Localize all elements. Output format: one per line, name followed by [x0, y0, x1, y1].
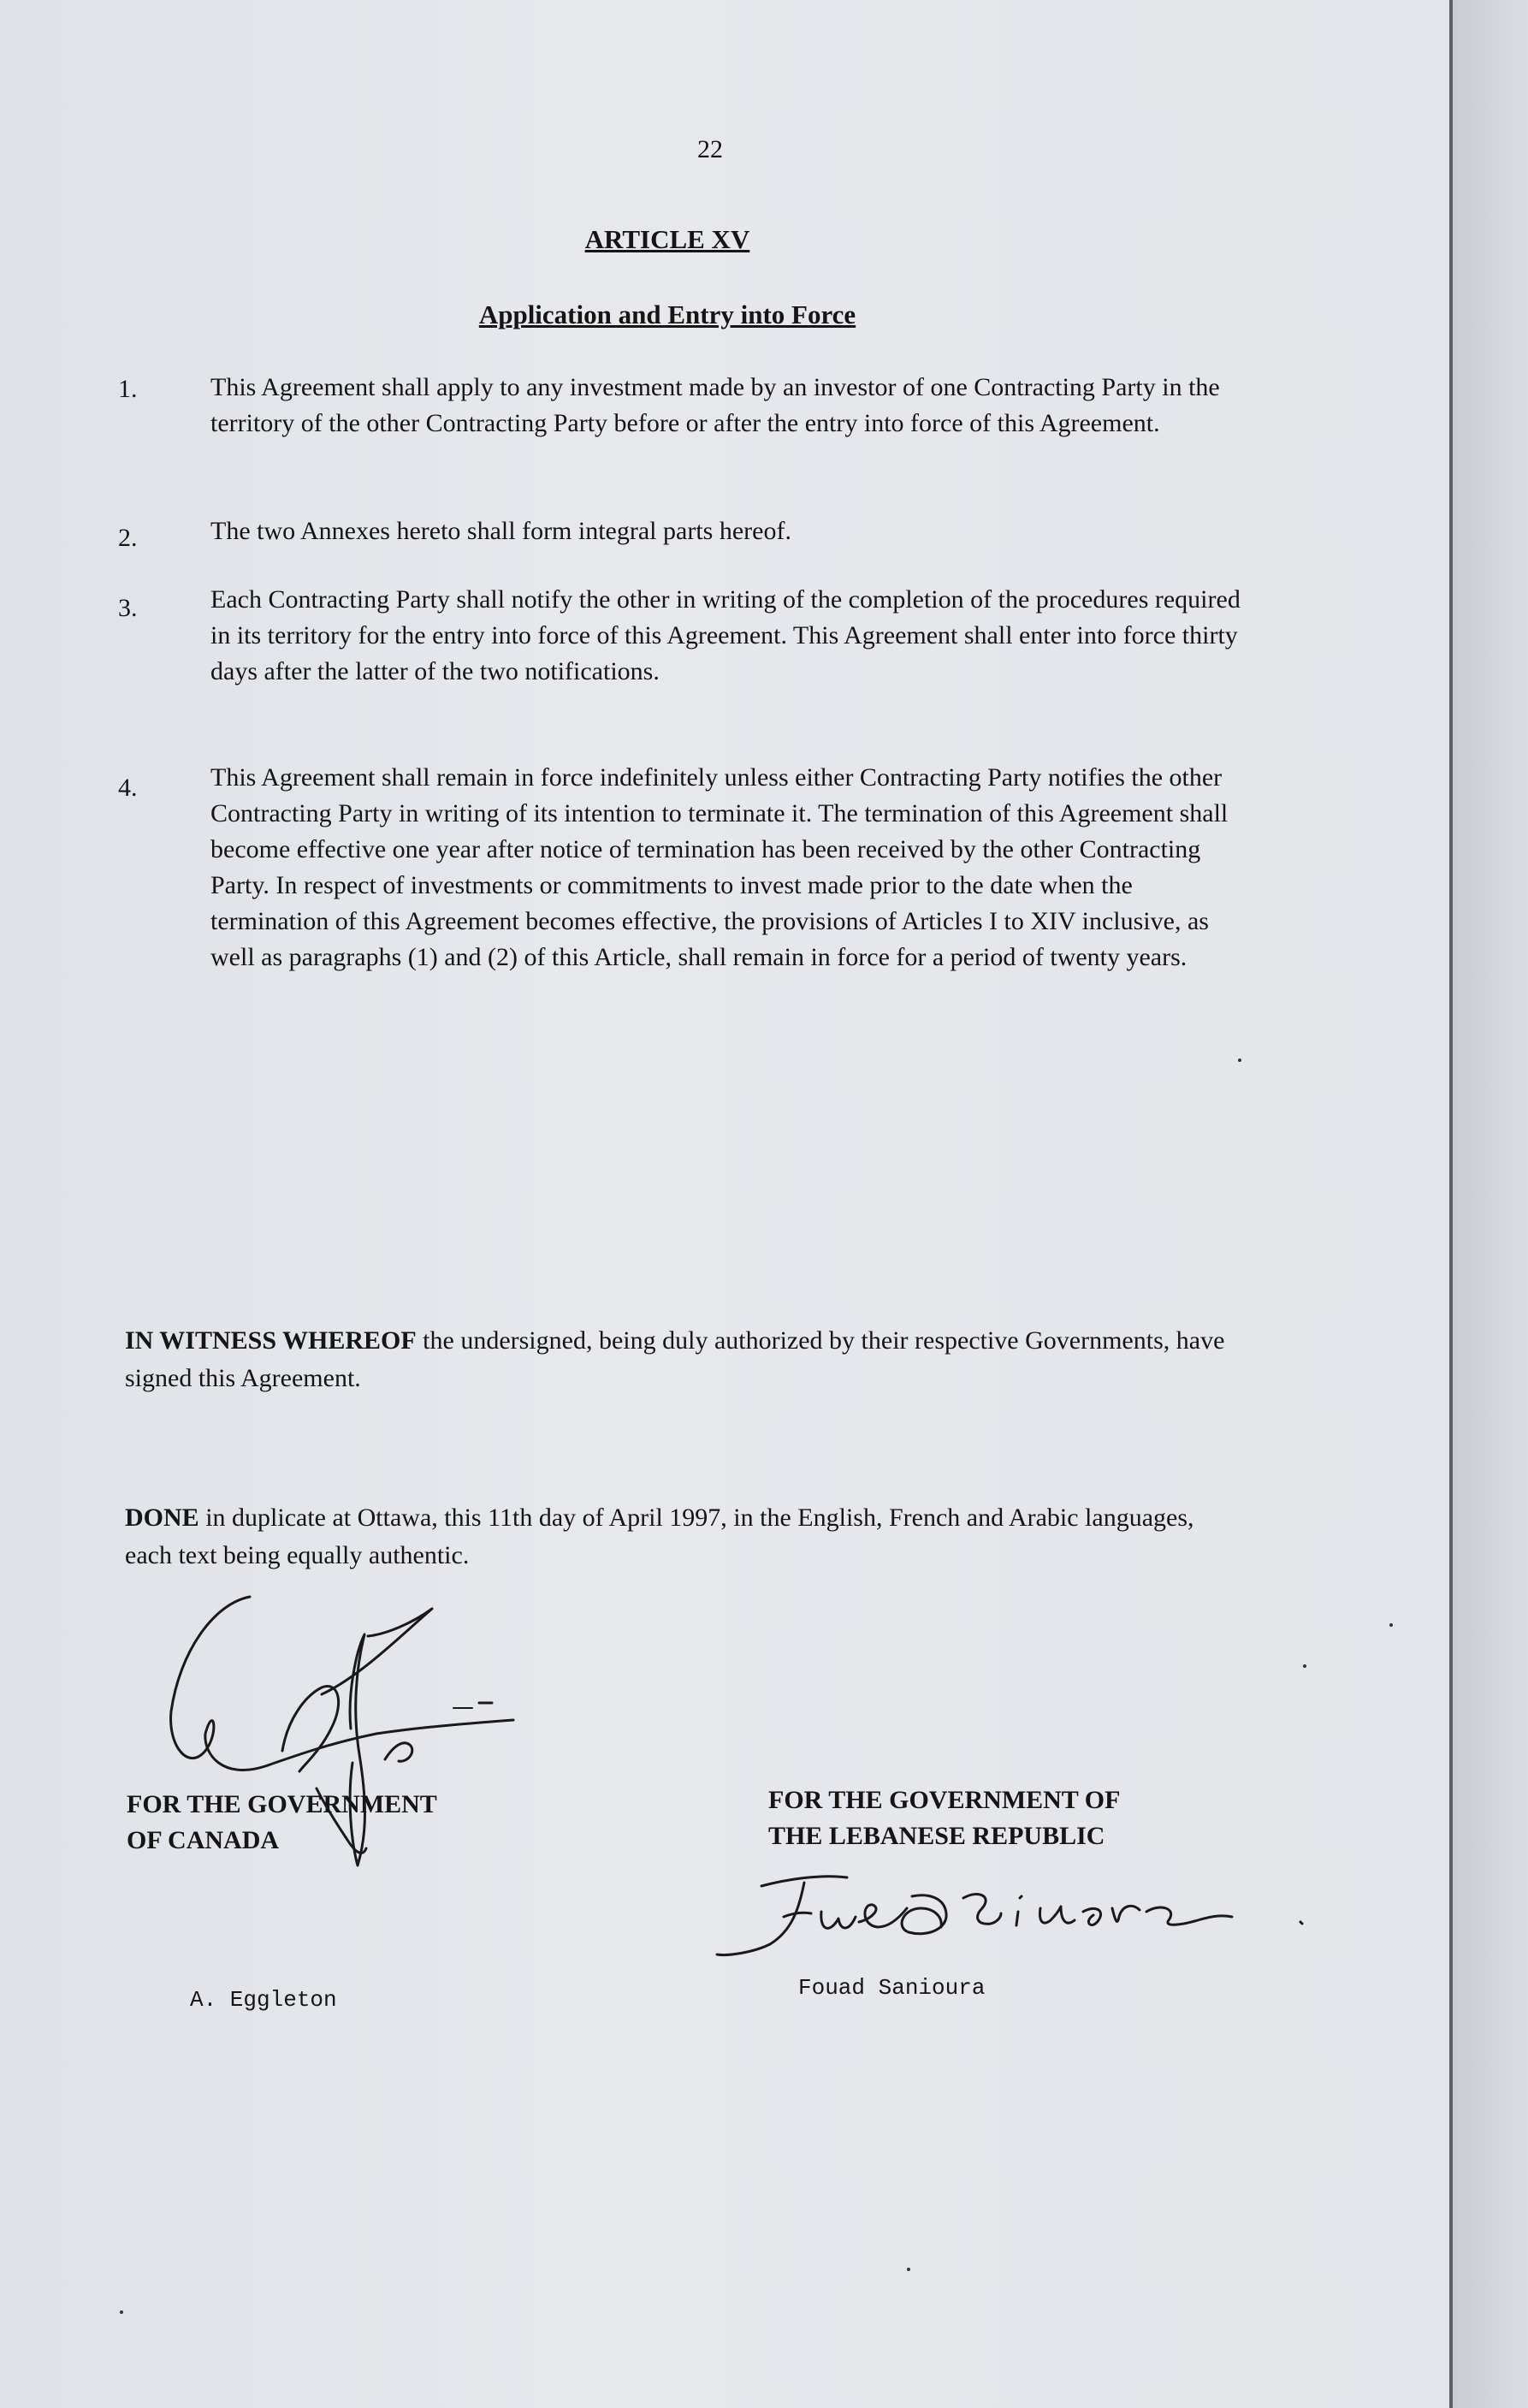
paragraph-number: 1.: [118, 375, 138, 403]
scan-speck: [120, 2310, 123, 2314]
paragraph-number: 2.: [118, 524, 138, 552]
done-text: in duplicate at Ottawa, this 11th day of April 1997, in the English, French and Arabic languages, each text being equally authentic.: [125, 1504, 1194, 1569]
done-lead: DONE: [125, 1504, 199, 1532]
witness-clause: [125, 1322, 1246, 1397]
lebanon-heading-line2: THE LEBANESE REPUBLIC: [768, 1822, 1105, 1850]
canada-heading-line2: OF CANADA: [127, 1826, 280, 1854]
page-number: 22: [697, 135, 723, 163]
scan-speck: [907, 2268, 910, 2271]
article-title: ARTICLE XV: [584, 224, 750, 254]
scan-speck: [1303, 1664, 1306, 1668]
paragraph-text: The two Annexes hereto shall form integral parts hereof.: [210, 517, 791, 545]
paragraph-text: This Agreement shall apply to any investment made by an investor of one Contracting Party in the territory of the other Contracting Party before or after the entry into force of this Agreement.: [210, 373, 1220, 437]
done-clause: [125, 1499, 1246, 1575]
lebanon-heading-line1: FOR THE GOVERNMENT OF: [768, 1786, 1121, 1814]
paragraph-text: This Agreement shall remain in force indefinitely unless either Contracting Party notifies the other Contracting Party in writing of its intention to terminate it. The termination of this Agreement shall become effective one year after notice of termination has been received by the other Contracting Party. In respect of investments or commitments to invest made prior to the date when the termination of this Agreement becomes effective, the provisions of Articles I to XIV inclusive, as well as paragraphs (1) and (2) of this Article, shall remain in force for a period of twenty years.: [210, 763, 1229, 971]
paragraph-text: Each Contracting Party shall notify the other in writing of the completion of the procedures required in its territory for the entry into force of this Agreement. This Agreement shall enter into force thirty days after the latter of the two notifications.: [210, 585, 1241, 685]
witness-lead: IN WITNESS WHEREOF: [125, 1326, 417, 1355]
canada-heading-line1: FOR THE GOVERNMENT: [127, 1790, 437, 1818]
lebanon-signatory-name: Fouad Sanioura: [798, 1975, 986, 2001]
lebanon-signatory-heading: [768, 1782, 1120, 1854]
paragraph-number: 3.: [118, 594, 138, 622]
canada-signatory-name: A. Eggleton: [190, 1987, 337, 2013]
scan-speck: [1238, 1059, 1241, 1062]
lebanon-signature: [710, 1848, 1309, 1968]
article-subtitle: Application and Entry into Force: [478, 300, 856, 329]
adjacent-page-strip: [1453, 0, 1528, 2408]
witness-text: the undersigned, being duly authorized by their respective Governments, have signed this Agreement.: [125, 1326, 1225, 1392]
paragraph-number: 4.: [118, 774, 138, 802]
canada-signatory-heading: [127, 1787, 437, 1859]
scan-speck: [1389, 1623, 1393, 1627]
